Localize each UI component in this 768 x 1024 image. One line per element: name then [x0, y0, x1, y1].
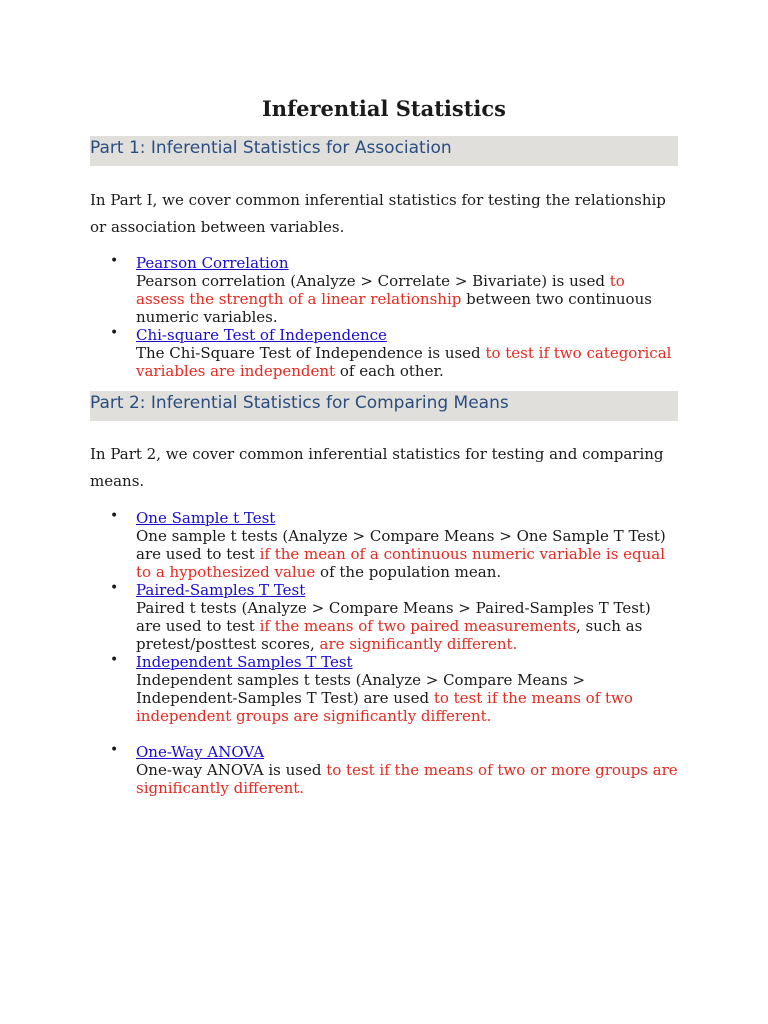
list-item — [90, 653, 678, 725]
part1-intro: In Part I, we cover common inferential statistics for testing the relationship or association between variables. — [90, 191, 666, 236]
item-highlight: to test if the means of two or more groups are significantly different. — [136, 761, 678, 797]
item-description-middle: , such as pretest/posttest scores, — [136, 617, 643, 653]
link-one-way-anova[interactable]: One-Way ANOVA — [136, 743, 265, 761]
bullet-icon: • — [110, 742, 119, 758]
item-description: Independent samples t tests (Analyze > Compare Means > Independent-Samples T Test) are used — [136, 671, 586, 707]
part2-list — [90, 509, 678, 797]
item-highlight: if the mean of a continuous numeric variable is equal to a hypothesized value — [136, 545, 666, 581]
bullet-icon: • — [110, 325, 119, 341]
link-pearson-correlation[interactable]: Pearson Correlation — [136, 254, 289, 272]
link-independent-samples-t-test[interactable]: Independent Samples T Test — [136, 653, 353, 671]
bullet-icon: • — [110, 580, 119, 596]
item-description: Pearson correlation (Analyze > Correlate > Bivariate) is used — [136, 272, 610, 290]
item-description-end: of each other. — [335, 362, 444, 380]
list-item — [90, 326, 678, 380]
bullet-icon: • — [110, 652, 119, 668]
list-item — [90, 509, 678, 581]
list-item — [90, 743, 678, 797]
item-highlight-2: are significantly different. — [319, 635, 518, 653]
section-heading-part2: Part 2: Inferential Statistics for Comparing Means — [90, 391, 678, 421]
link-one-sample-t-test[interactable]: One Sample t Test — [136, 509, 276, 527]
link-chi-square-test[interactable]: Chi-square Test of Independence — [136, 326, 387, 344]
item-highlight: to test if two categorical variables are independent — [136, 344, 672, 380]
item-description: One sample t tests (Analyze > Compare Means > One Sample T Test) are used to test — [136, 527, 666, 563]
item-highlight: if the means of two paired measurements — [259, 617, 576, 635]
page-title: Inferential Statistics — [261, 96, 506, 121]
item-description: The Chi-Square Test of Independence is used — [136, 344, 486, 362]
list-item — [90, 581, 678, 653]
item-description: One-way ANOVA is used — [136, 761, 327, 779]
bullet-icon: • — [110, 508, 119, 524]
part2-intro: In Part 2, we cover common inferential statistics for testing and comparing means. — [90, 445, 664, 490]
item-description: Paired t tests (Analyze > Compare Means > Paired-Samples T Test) are used to test — [136, 599, 651, 635]
list-item — [90, 254, 678, 326]
item-description-end: between two continuous numeric variables. — [136, 290, 652, 326]
section-heading-part1: Part 1: Inferential Statistics for Association — [90, 136, 678, 166]
link-paired-samples-t-test[interactable]: Paired-Samples T Test — [136, 581, 306, 599]
list-spacer — [90, 725, 678, 743]
part1-list — [90, 254, 678, 380]
item-highlight: to assess the strength of a linear relationship — [136, 272, 625, 308]
item-highlight: to test if the means of two independent groups are significantly different. — [136, 689, 633, 725]
item-description-end: of the population mean. — [315, 563, 502, 581]
bullet-icon: • — [110, 253, 119, 269]
